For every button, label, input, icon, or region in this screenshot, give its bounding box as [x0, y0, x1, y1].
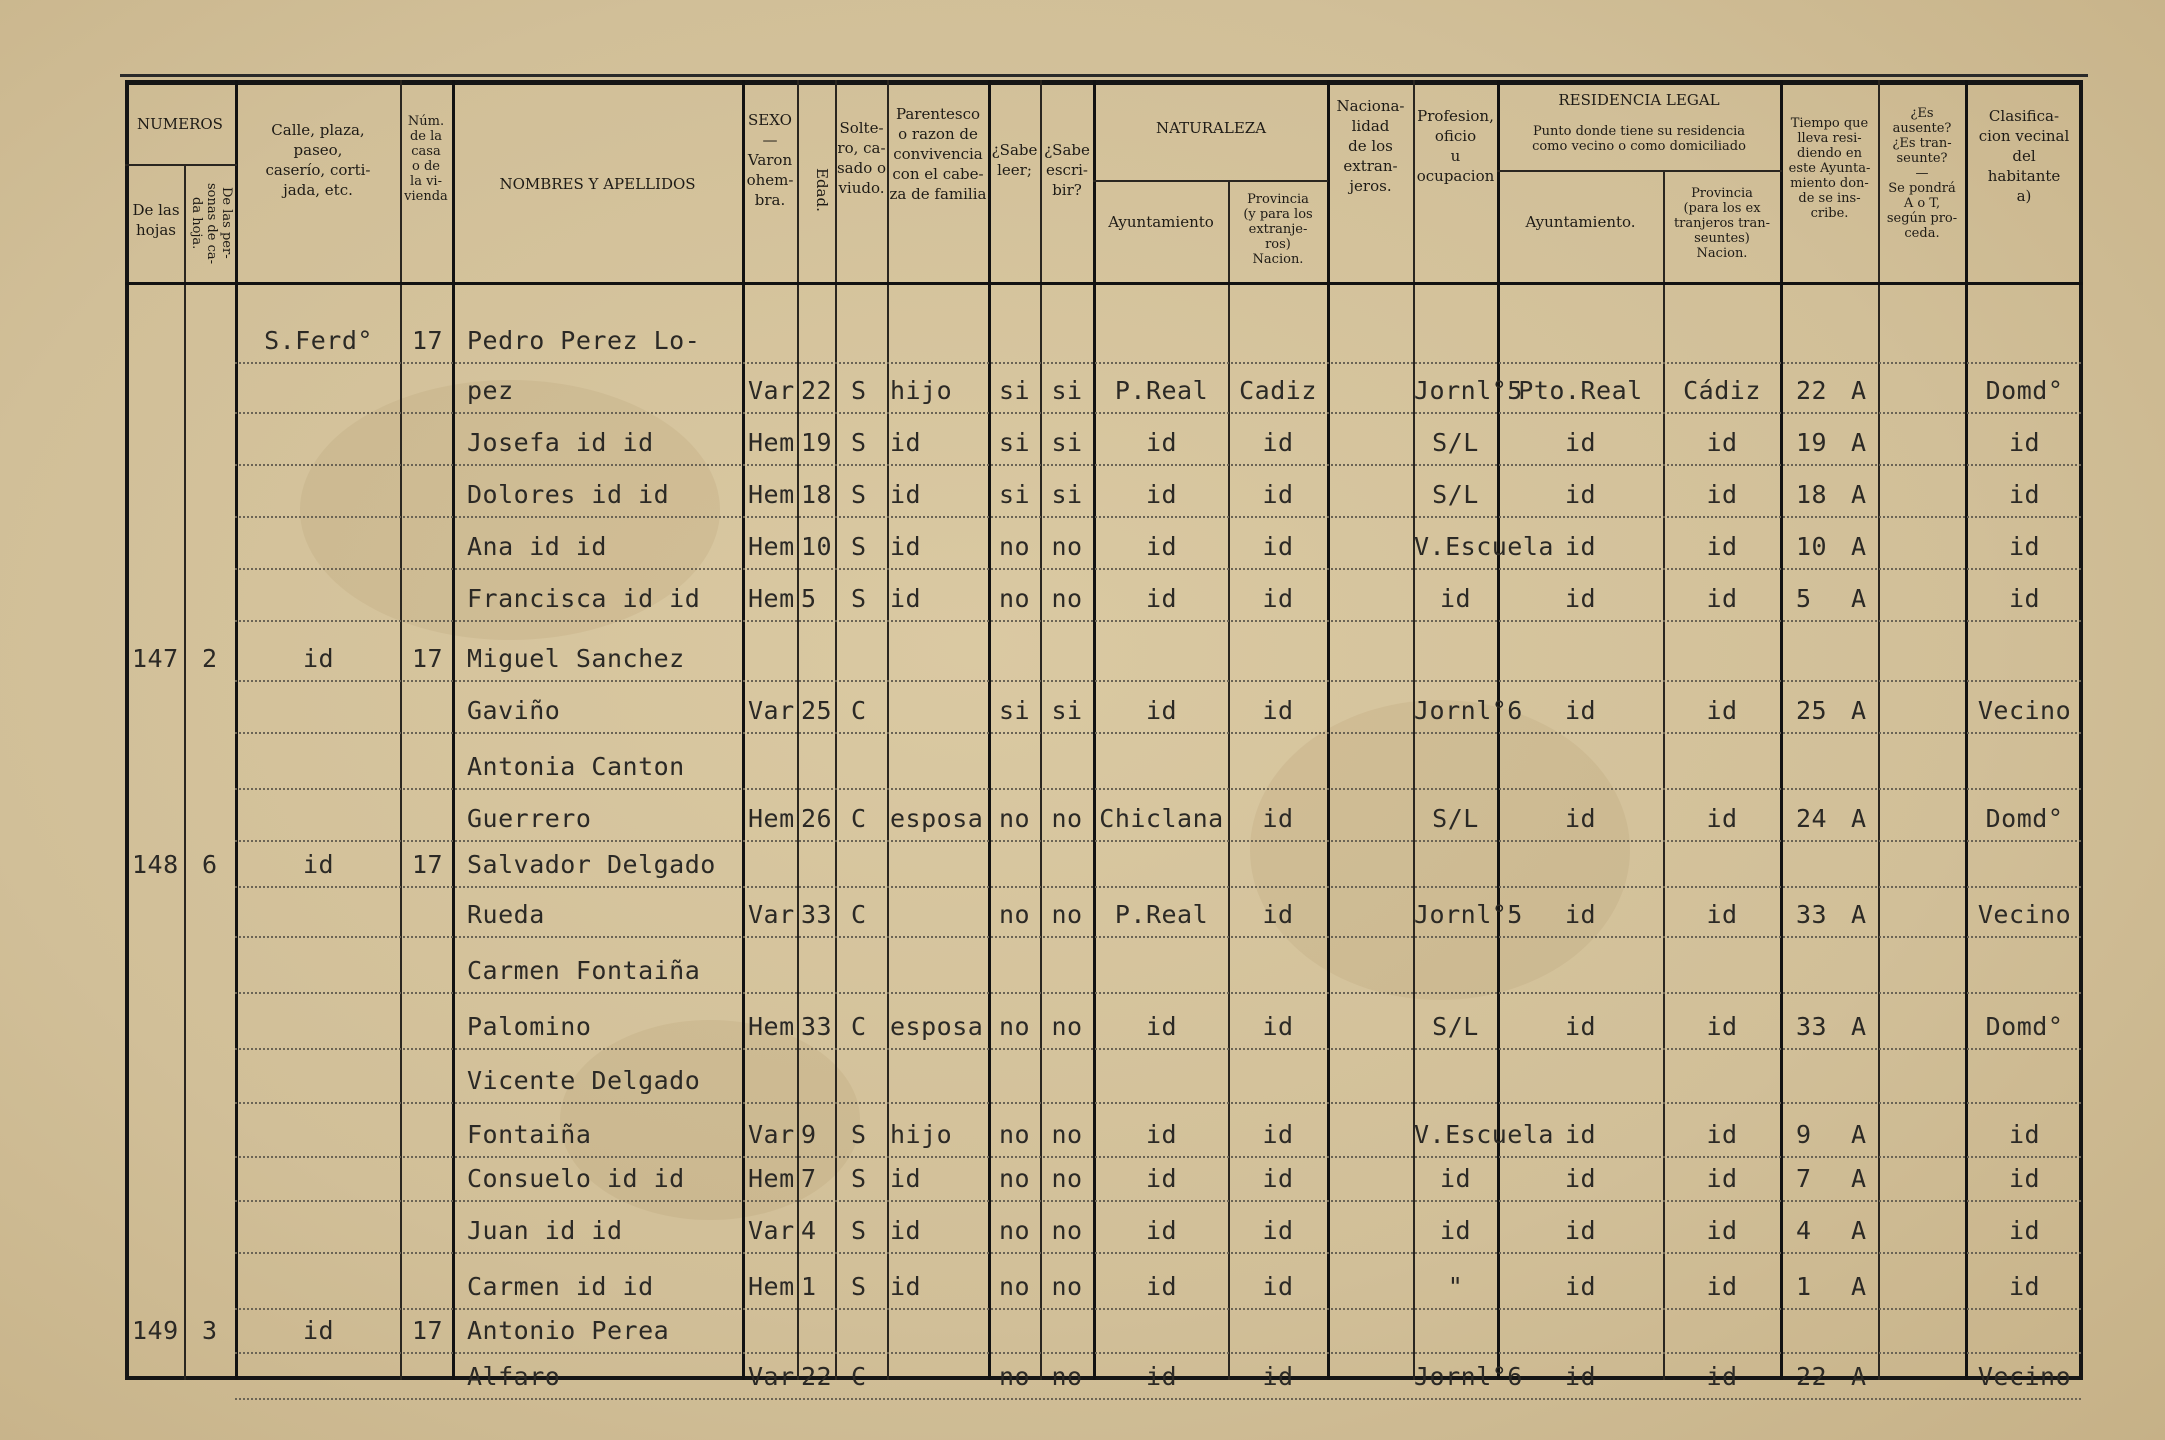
- cell-ausente: A: [1851, 1272, 1867, 1301]
- cell-profesion: S/L: [1432, 1012, 1479, 1041]
- cell-profesion: Jornl°6: [1414, 1362, 1523, 1391]
- col-divider: [742, 80, 745, 1380]
- cell-edad: 33: [801, 900, 833, 929]
- header-num-casa: Núm. de la casa o de la vi- vienda: [404, 114, 448, 204]
- cell-escribir: no: [1051, 1164, 1083, 1193]
- cell-sexo: Var: [748, 1362, 795, 1391]
- cell-edad: 10: [801, 532, 833, 561]
- cell-clasif: Vecino: [1977, 696, 2072, 725]
- header-de-las-hojas: De las hojas: [132, 201, 180, 239]
- row-rule: [235, 464, 2081, 466]
- cell-sexo: Var: [748, 1216, 795, 1245]
- cell-sexo: Hem: [748, 1164, 795, 1193]
- header-nacionalidad: Naciona- lidad de los extran- jeros.: [1336, 97, 1405, 195]
- cell-nat-ayto: id: [1145, 1362, 1178, 1391]
- cell-nombre: Consuelo id id: [467, 1164, 685, 1193]
- cell-nat-ayto: id: [1145, 696, 1178, 725]
- col-divider: [235, 80, 238, 1380]
- cell-sexo: Hem: [748, 532, 795, 561]
- cell-leer: si: [998, 480, 1031, 509]
- cell-res-ayto: id: [1564, 1164, 1597, 1193]
- cell-leer: no: [998, 1012, 1031, 1041]
- cell-nat-ayto: id: [1145, 532, 1178, 561]
- cell-estado: S: [851, 584, 867, 613]
- cell-escribir: si: [1051, 376, 1083, 405]
- cell-nat-prov: id: [1262, 480, 1294, 509]
- cell-ausente: A: [1851, 696, 1867, 725]
- cell-nat-prov: id: [1262, 804, 1294, 833]
- cell-escribir: no: [1051, 900, 1083, 929]
- cell-profesion: Jornl°5: [1414, 900, 1523, 929]
- cell-parentesco: esposa: [890, 1012, 984, 1041]
- col-divider: [1663, 170, 1665, 1380]
- cell-sexo: Var: [748, 900, 795, 929]
- cell-profesion: Jornl°6: [1414, 696, 1523, 725]
- cell-estado: C: [851, 1012, 867, 1041]
- col-divider: [1780, 80, 1783, 1380]
- cell-ausente: A: [1851, 900, 1867, 929]
- cell-parentesco: id: [890, 428, 922, 457]
- col-divider: [887, 80, 889, 1380]
- cell-estado: S: [851, 532, 867, 561]
- cell-parentesco: id: [890, 584, 922, 613]
- cell-ausente: A: [1851, 376, 1867, 405]
- cell-nombre: Rueda: [467, 900, 545, 929]
- cell-res-prov: id: [1706, 1362, 1738, 1391]
- header-rule: [1497, 170, 1782, 172]
- header-parentesco: Parentesco o razon de convivencia con el cabe- za de familia: [889, 105, 987, 203]
- cell-edad: 7: [801, 1164, 817, 1193]
- header-sexo: SEXO — Varon ohem- bra.: [746, 111, 794, 209]
- cell-leer: si: [998, 376, 1031, 405]
- cell-parentesco: id: [890, 532, 922, 561]
- cell-clasif: Domd°: [1985, 1012, 2064, 1041]
- cell-estado: S: [851, 428, 867, 457]
- cell-sexo: Var: [748, 376, 795, 405]
- cell-res-prov: id: [1706, 584, 1738, 613]
- cell-parentesco: hijo: [890, 1120, 953, 1149]
- cell-nat-prov: id: [1262, 584, 1294, 613]
- cell-escribir: no: [1051, 804, 1083, 833]
- cell-nat-ayto: id: [1145, 1272, 1178, 1301]
- cell-tiempo: 5: [1796, 584, 1812, 613]
- cell-estado: S: [851, 1216, 867, 1245]
- header-de-las-personas: De las per- sonas de ca- da hoja.: [189, 182, 234, 264]
- header-tiempo: Tiempo que lleva resi- diendo en este Ayunta- miento don- de se ins- cribe.: [1788, 116, 1871, 221]
- cell-res-prov: id: [1706, 480, 1738, 509]
- cell-res-prov: Cádiz: [1683, 376, 1761, 405]
- cell-ausente: A: [1851, 1120, 1867, 1149]
- cell-edad: 9: [801, 1120, 817, 1149]
- cell-escribir: si: [1051, 428, 1083, 457]
- row-rule: [235, 568, 2081, 570]
- cell-nat-ayto: P.Real: [1114, 900, 1209, 929]
- cell-nat-prov: id: [1262, 428, 1294, 457]
- row-rule: [235, 1102, 2081, 1104]
- header-clasificacion: Clasifica- cion vecinal del habitante a): [1978, 107, 2070, 205]
- cell-clasif: Vecino: [1977, 900, 2072, 929]
- header-ausente: ¿Es ausente? ¿Es tran- seunte? — Se pondrá A o T, según pro- ceda.: [1886, 106, 1958, 241]
- cell-res-ayto: id: [1564, 532, 1597, 561]
- cell-profesion: Jornl°5: [1414, 376, 1523, 405]
- cell-nombre: Miguel Sanchez: [467, 644, 685, 673]
- cell-casa: 17: [412, 1316, 444, 1345]
- cell-edad: 18: [801, 480, 833, 509]
- cell-res-prov: id: [1706, 532, 1738, 561]
- cell-res-prov: id: [1706, 1164, 1738, 1193]
- cell-res-ayto: id: [1564, 1012, 1597, 1041]
- cell-nombre: Gaviño: [467, 696, 561, 725]
- cell-nat-prov: id: [1262, 1216, 1294, 1245]
- cell-sexo: Var: [748, 1120, 795, 1149]
- cell-edad: 33: [801, 1012, 833, 1041]
- cell-nat-prov: id: [1262, 1272, 1294, 1301]
- cell-nombre: Ana id id: [467, 532, 607, 561]
- cell-parentesco: id: [890, 1272, 922, 1301]
- cell-clasif: id: [2008, 584, 2041, 613]
- col-divider: [1327, 80, 1330, 1380]
- header-res-ayuntamiento: Ayuntamiento.: [1525, 213, 1636, 231]
- cell-tiempo: 22: [1796, 376, 1828, 405]
- cell-hoja: 147: [132, 644, 179, 673]
- cell-leer: no: [998, 1216, 1031, 1245]
- cell-tiempo: 18: [1796, 480, 1828, 509]
- header-res-provincia: Provincia (para los ex tranjeros tran- seuntes) Nacion.: [1673, 186, 1771, 261]
- cell-sexo: Var: [748, 696, 795, 725]
- cell-hoja: 148: [132, 850, 179, 879]
- cell-res-prov: id: [1706, 900, 1738, 929]
- cell-clasif: id: [2008, 480, 2041, 509]
- cell-res-ayto: id: [1564, 900, 1597, 929]
- cell-profesion: ": [1447, 1272, 1464, 1301]
- cell-calle: S.Ferd°: [264, 326, 373, 355]
- cell-nat-prov: id: [1262, 532, 1294, 561]
- cell-nat-prov: id: [1262, 1362, 1294, 1391]
- cell-res-ayto: id: [1564, 1216, 1597, 1245]
- cell-clasif: id: [2008, 1272, 2041, 1301]
- cell-parentesco: esposa: [890, 804, 984, 833]
- cell-res-ayto: Pto.Real: [1518, 376, 1643, 405]
- cell-edad: 22: [801, 376, 833, 405]
- cell-tiempo: 19: [1796, 428, 1828, 457]
- cell-nombre: Antonia Canton: [467, 752, 685, 781]
- header-residencia: RESIDENCIA LEGAL: [1558, 91, 1720, 109]
- cell-tiempo: 1: [1796, 1272, 1812, 1301]
- cell-estado: S: [851, 376, 867, 405]
- cell-parentesco: id: [890, 480, 922, 509]
- row-rule: [235, 1308, 2081, 1310]
- cell-nat-ayto: Chiclana: [1099, 804, 1224, 833]
- cell-nombre: Josefa id id: [467, 428, 654, 457]
- cell-leer: si: [998, 696, 1031, 725]
- row-rule: [235, 1156, 2081, 1158]
- cell-nombre: Carmen Fontaiña: [467, 956, 701, 985]
- cell-escribir: si: [1051, 696, 1083, 725]
- cell-clasif: id: [2008, 428, 2041, 457]
- row-rule: [235, 680, 2081, 682]
- header-residencia-sub: Punto donde tiene su residencia como vecino o como domiciliado: [1532, 124, 1746, 154]
- header-rule: [125, 164, 237, 166]
- cell-res-prov: id: [1706, 804, 1738, 833]
- header-nombres: NOMBRES Y APELLIDOS: [499, 175, 696, 193]
- cell-res-ayto: id: [1564, 696, 1597, 725]
- col-divider: [1878, 80, 1880, 1380]
- cell-escribir: no: [1051, 1120, 1083, 1149]
- cell-edad: 26: [801, 804, 833, 833]
- cell-leer: no: [998, 900, 1031, 929]
- row-rule: [235, 1352, 2081, 1354]
- cell-edad: 25: [801, 696, 833, 725]
- cell-persona: 6: [202, 850, 218, 879]
- cell-casa: 17: [412, 644, 444, 673]
- cell-ausente: A: [1851, 1362, 1867, 1391]
- header-bottom-rule: [125, 282, 2083, 285]
- header-estado: Solte- ro, ca- sado o viudo.: [836, 119, 887, 197]
- cell-tiempo: 25: [1796, 696, 1828, 725]
- cell-parentesco: id: [890, 1164, 922, 1193]
- header-numeros: NUMEROS: [137, 115, 223, 133]
- col-divider: [835, 80, 837, 1380]
- cell-estado: C: [851, 804, 867, 833]
- cell-tiempo: 22: [1796, 1362, 1828, 1391]
- cell-profesion: S/L: [1432, 480, 1479, 509]
- cell-clasif: Domd°: [1985, 804, 2064, 833]
- cell-tiempo: 4: [1796, 1216, 1812, 1245]
- cell-escribir: no: [1051, 584, 1083, 613]
- cell-leer: no: [998, 584, 1031, 613]
- cell-tiempo: 10: [1796, 532, 1828, 561]
- cell-profesion: id: [1439, 1216, 1472, 1245]
- cell-persona: 2: [202, 644, 218, 673]
- header-nat-ayuntamiento: Ayuntamiento: [1108, 213, 1214, 231]
- header-sabe-escribir: ¿Sabe escri- bir?: [1044, 141, 1090, 199]
- cell-nombre: Guerrero: [467, 804, 592, 833]
- cell-escribir: no: [1051, 1216, 1083, 1245]
- cell-nat-prov: id: [1262, 1120, 1294, 1149]
- col-divider: [184, 164, 186, 1380]
- header-naturaleza: NATURALEZA: [1155, 119, 1267, 137]
- col-divider: [797, 80, 799, 1380]
- cell-ausente: A: [1851, 1216, 1867, 1245]
- cell-edad: 4: [801, 1216, 817, 1245]
- row-rule: [235, 1252, 2081, 1254]
- cell-ausente: A: [1851, 584, 1867, 613]
- cell-tiempo: 7: [1796, 1164, 1812, 1193]
- cell-persona: 3: [202, 1316, 218, 1345]
- cell-profesion: V.Escuela: [1414, 532, 1554, 561]
- cell-calle: id: [302, 1316, 335, 1345]
- row-rule: [235, 1200, 2081, 1202]
- cell-nat-ayto: id: [1145, 1216, 1178, 1245]
- cell-sexo: Hem: [748, 1012, 795, 1041]
- row-rule: [235, 1398, 2081, 1400]
- row-rule: [235, 886, 2081, 888]
- cell-calle: id: [302, 644, 335, 673]
- row-rule: [235, 936, 2081, 938]
- col-divider: [400, 80, 402, 1380]
- cell-nombre: Carmen id id: [467, 1272, 654, 1301]
- cell-escribir: no: [1051, 532, 1083, 561]
- header-nat-provincia: Provincia (y para los extranje- ros) Nacion.: [1243, 192, 1313, 267]
- row-rule: [235, 1048, 2081, 1050]
- cell-estado: S: [851, 480, 867, 509]
- cell-leer: no: [998, 1272, 1031, 1301]
- cell-res-prov: id: [1706, 1120, 1738, 1149]
- cell-ausente: A: [1851, 1164, 1867, 1193]
- cell-nombre: Palomino: [467, 1012, 592, 1041]
- cell-nat-prov: Cadiz: [1239, 376, 1317, 405]
- cell-estado: C: [851, 1362, 867, 1391]
- cell-casa: 17: [412, 326, 444, 355]
- cell-edad: 5: [801, 584, 817, 613]
- cell-res-ayto: id: [1564, 584, 1597, 613]
- cell-nombre: Fontaiña: [467, 1120, 592, 1149]
- cell-estado: C: [851, 900, 867, 929]
- cell-leer: no: [998, 532, 1031, 561]
- cell-parentesco: id: [890, 1216, 922, 1245]
- cell-profesion: V.Escuela: [1414, 1120, 1554, 1149]
- cell-nombre: pez: [467, 376, 514, 405]
- cell-casa: 17: [412, 850, 444, 879]
- cell-res-ayto: id: [1564, 428, 1597, 457]
- cell-nat-ayto: id: [1145, 584, 1178, 613]
- cell-leer: no: [998, 1362, 1031, 1391]
- cell-calle: id: [302, 850, 335, 879]
- header-profesion: Profesion, oficio u ocupacion: [1416, 107, 1495, 185]
- cell-nat-ayto: id: [1145, 1164, 1178, 1193]
- cell-nat-ayto: id: [1145, 1120, 1178, 1149]
- cell-clasif: Vecino: [1977, 1362, 2072, 1391]
- cell-nat-prov: id: [1262, 900, 1294, 929]
- col-divider: [452, 80, 455, 1380]
- cell-res-ayto: id: [1564, 804, 1597, 833]
- cell-leer: no: [998, 1164, 1031, 1193]
- cell-escribir: no: [1051, 1362, 1083, 1391]
- cell-profesion: S/L: [1432, 804, 1479, 833]
- cell-nat-ayto: P.Real: [1114, 376, 1209, 405]
- cell-ausente: A: [1851, 1012, 1867, 1041]
- cell-nombre: Vicente Delgado: [467, 1066, 701, 1095]
- row-rule: [235, 788, 2081, 790]
- cell-nat-ayto: id: [1145, 428, 1178, 457]
- cell-clasif: id: [2008, 1120, 2041, 1149]
- cell-sexo: Hem: [748, 1272, 795, 1301]
- cell-res-ayto: id: [1564, 1272, 1597, 1301]
- cell-profesion: S/L: [1432, 428, 1479, 457]
- header-edad: Edad.: [813, 168, 831, 212]
- cell-res-ayto: id: [1564, 1362, 1597, 1391]
- cell-escribir: no: [1051, 1272, 1083, 1301]
- cell-nombre: Antonio Perea: [467, 1316, 670, 1345]
- cell-edad: 19: [801, 428, 833, 457]
- cell-nombre: Salvador Delgado: [467, 850, 716, 879]
- cell-ausente: A: [1851, 532, 1867, 561]
- cell-estado: S: [851, 1272, 867, 1301]
- cell-clasif: id: [2008, 532, 2041, 561]
- cell-hoja: 149: [132, 1316, 179, 1345]
- cell-res-prov: id: [1706, 428, 1738, 457]
- cell-nat-prov: id: [1262, 696, 1294, 725]
- cell-ausente: A: [1851, 804, 1867, 833]
- cell-sexo: Hem: [748, 480, 795, 509]
- cell-tiempo: 33: [1796, 1012, 1828, 1041]
- header-rule: [1093, 180, 1328, 182]
- cell-res-prov: id: [1706, 1216, 1738, 1245]
- cell-nombre: Alfaro: [467, 1362, 561, 1391]
- cell-edad: 1: [801, 1272, 817, 1301]
- cell-estado: S: [851, 1120, 867, 1149]
- cell-tiempo: 33: [1796, 900, 1828, 929]
- cell-tiempo: 9: [1796, 1120, 1812, 1149]
- cell-sexo: Hem: [748, 584, 795, 613]
- cell-clasif: id: [2008, 1164, 2041, 1193]
- row-rule: [235, 732, 2081, 734]
- cell-res-ayto: id: [1564, 480, 1597, 509]
- cell-parentesco: hijo: [890, 376, 953, 405]
- frame-top-rule: [120, 74, 2088, 77]
- cell-nombre: Francisca id id: [467, 584, 701, 613]
- cell-res-prov: id: [1706, 1012, 1738, 1041]
- cell-escribir: si: [1051, 480, 1083, 509]
- cell-res-prov: id: [1706, 696, 1738, 725]
- cell-leer: si: [998, 428, 1031, 457]
- cell-nat-prov: id: [1262, 1012, 1294, 1041]
- cell-estado: C: [851, 696, 867, 725]
- cell-profesion: id: [1439, 584, 1472, 613]
- header-sabe-leer: ¿Sabe leer;: [991, 141, 1038, 179]
- cell-nombre: Juan id id: [467, 1216, 623, 1245]
- row-rule: [235, 840, 2081, 842]
- cell-nat-ayto: id: [1145, 480, 1178, 509]
- cell-sexo: Hem: [748, 804, 795, 833]
- row-rule: [235, 412, 2081, 414]
- row-rule: [235, 362, 2081, 364]
- cell-edad: 22: [801, 1362, 833, 1391]
- cell-profesion: id: [1439, 1164, 1472, 1193]
- cell-escribir: no: [1051, 1012, 1083, 1041]
- cell-ausente: A: [1851, 480, 1867, 509]
- row-rule: [235, 620, 2081, 622]
- row-rule: [235, 516, 2081, 518]
- cell-clasif: id: [2008, 1216, 2041, 1245]
- cell-clasif: Domd°: [1985, 376, 2064, 405]
- header-calle: Calle, plaza, paseo, caserío, corti- jada, etc.: [265, 121, 371, 199]
- cell-nat-prov: id: [1262, 1164, 1294, 1193]
- cell-res-ayto: id: [1564, 1120, 1597, 1149]
- cell-ausente: A: [1851, 428, 1867, 457]
- cell-sexo: Hem: [748, 428, 795, 457]
- row-rule: [235, 992, 2081, 994]
- cell-leer: no: [998, 804, 1031, 833]
- cell-estado: S: [851, 1164, 867, 1193]
- cell-nombre: Pedro Perez Lo-: [467, 326, 701, 355]
- cell-nat-ayto: id: [1145, 1012, 1178, 1041]
- cell-nombre: Dolores id id: [467, 480, 670, 509]
- cell-res-prov: id: [1706, 1272, 1738, 1301]
- cell-leer: no: [998, 1120, 1031, 1149]
- cell-tiempo: 24: [1796, 804, 1828, 833]
